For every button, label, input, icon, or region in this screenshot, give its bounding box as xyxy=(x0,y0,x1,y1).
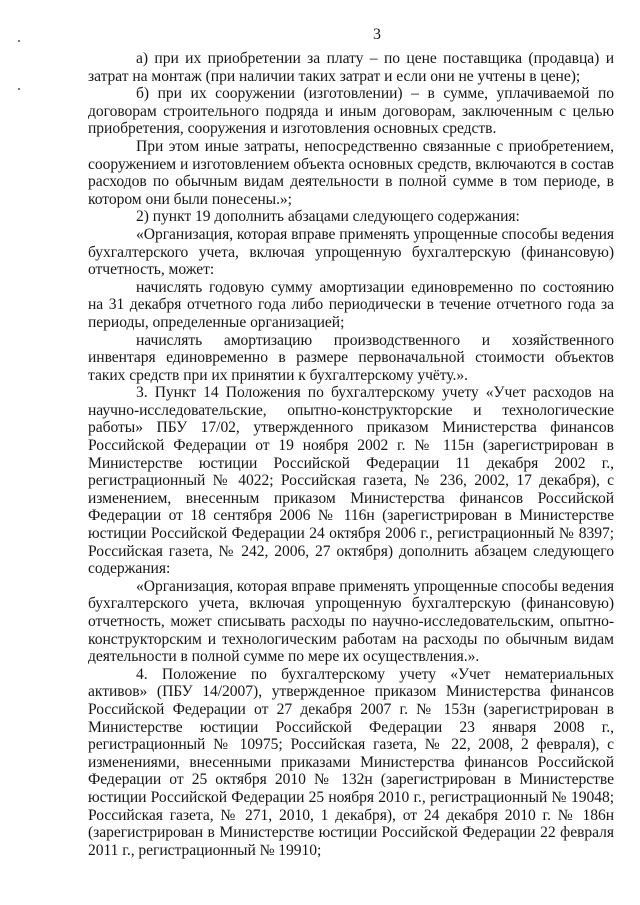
paragraph-point-3: 3. Пункт 14 Положения по бухгалтерскому учету «Учет расходов на научно-исследовательские, опытно-конструкторские и технологические работы» ПБУ 17/02, утвержденного приказом Министерства финансов Российской Федерации от 19 ноября 2002 г. № 115н (зарегистрирован в Министерстве юстиции Российской Федерации 11 декабря 2002 г., регистрационный № 4022; Российская газета, № 236, 2002, 17 декабря), с изменением, внесенным приказом Министерства финансов Российской Федерации от 18 сентября 2006 № 116н (зарегистрирован в Министерстве юстиции Российской Федерации 24 октября 2006 г., регистрационный № 8397; Российская газета, № 242, 2006, 27 октября) дополнить абзацем следующего содержания: xyxy=(88,384,614,578)
document-body xyxy=(88,50,614,859)
paragraph-quote-rnd: «Организация, которая вправе применять упрощенные способы ведения бухгалтерского учета, включая упрощенную бухгалтерскую (финансовую) отчетность, может списывать расходы по научно-исследовательским, опытно-конструкторским и технологическим работам на расходы по обычным видам деятельности в полной сумме по мере их осуществления.». xyxy=(88,577,614,666)
paragraph-quote-organization: «Организация, которая вправе применять упрощенные способы ведения бухгалтерского учета, включая упрощенную бухгалтерскую (финансовую) отчетность, может: xyxy=(88,225,614,279)
paragraph-depreciation-annual: начислять годовую сумму амортизации единовременно по состоянию на 31 декабря отчетного года либо периодически в течение отчетного года за периоды, определенные организацией; xyxy=(88,278,614,331)
paragraph-other-costs: При этом иные затраты, непосредственно связанные с приобретением, сооружением и изготовлением объекта основных средств, включаются в состав расходов по обычным видам деятельности в полной сумме в том периоде, в котором они были понесены.»; xyxy=(88,137,614,208)
paragraph-point-2: 2) пункт 19 дополнить абзацами следующего содержания: xyxy=(136,208,520,226)
scan-speck xyxy=(18,88,20,90)
scan-speck xyxy=(18,40,20,42)
paragraph-item-b: б) при их сооружении (изготовлении) – в сумме, уплачиваемой по договорам строительного подряда и иным договорам, заключенным с целью приобретения, сооружения и изготовления основных средств. xyxy=(88,85,614,138)
paragraph-point-4: 4. Положение по бухгалтерскому учету «Учет нематериальных активов» (ПБУ 14/2007), утвержденное приказом Министерства финансов Российской Федерации от 27 декабря 2007 г. № 153н (зарегистрирован в Министерстве юстиции Российской Федерации 23 января 2008 г., регистрационный № 10975; Российская газета, № 22, 2008, 2 февраля), с изменениями, внесенными приказами Министерства финансов Российской Федерации от 25 октября 2010 № 132н (зарегистрирован в Министерстве юстиции Российской Федерации 25 ноября 2010 г., регистрационный № 19048; Российская газета, № 271, 2010, 1 декабря), от 24 декабря 2010 г. № 186н (зарегистрирован в Министерстве юстиции Российской Федерации 22 февраля 2011 г., регистрационный № 19910; xyxy=(88,665,614,859)
paragraph-depreciation-inventory: начислять амортизацию производственного и хозяйственного инвентаря единовременно в размере первоначальной стоимости объектов таких средств при их принятии к бухгалтерскому учёту.». xyxy=(88,331,614,384)
paragraph-item-a: а) при их приобретении за плату – по цене поставщика (продавца) и затрат на монтаж (при наличии таких затрат и если они не учтены в цене); xyxy=(88,50,614,85)
page-number: 3 xyxy=(373,26,381,43)
